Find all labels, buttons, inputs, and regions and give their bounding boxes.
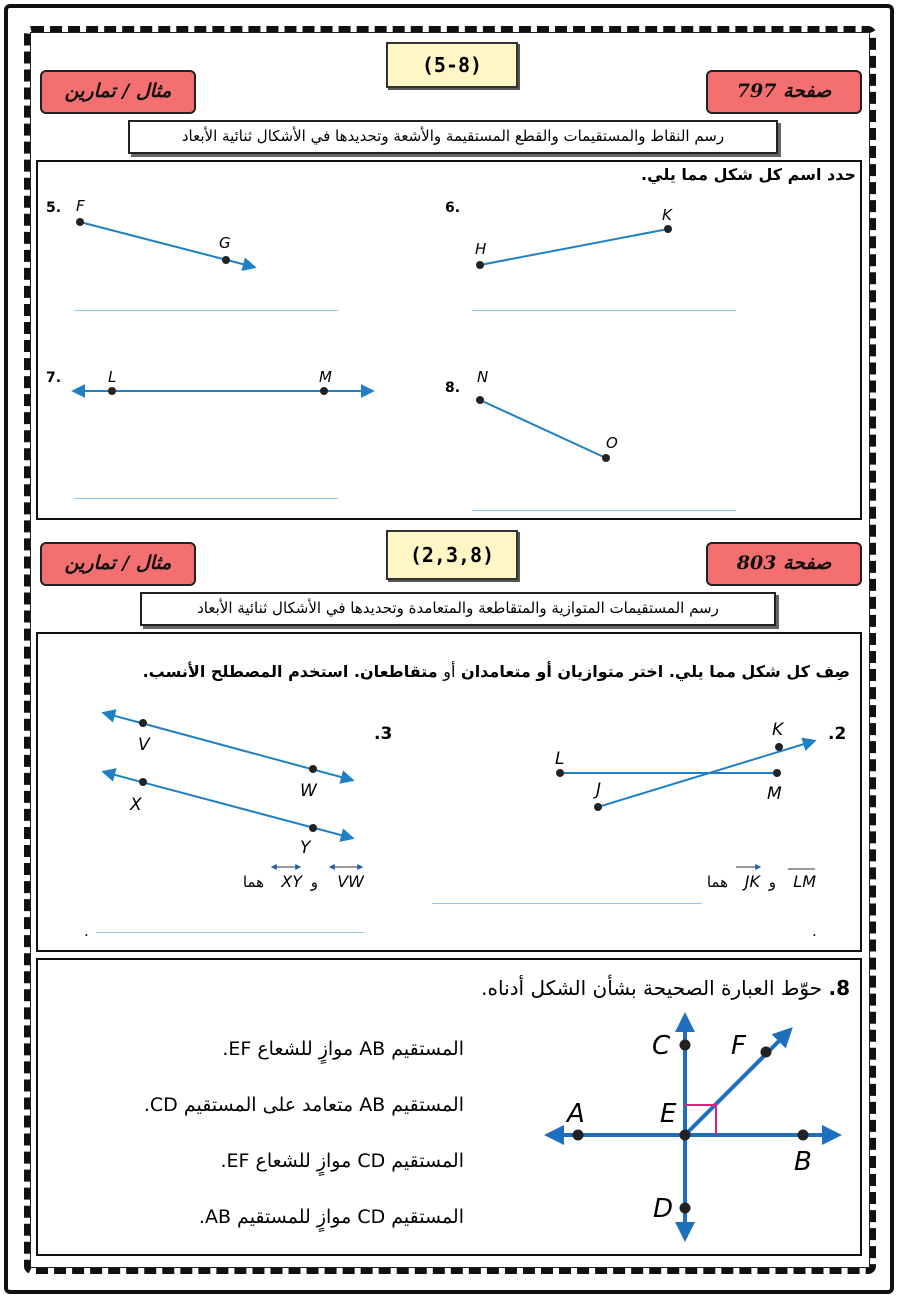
label-x: X	[130, 795, 142, 815]
point-d	[680, 1203, 691, 1214]
example-tag-2: مثال / تمارين	[40, 542, 196, 586]
range-chip-2: (2,3,8)	[386, 530, 518, 580]
name-jk: JK	[744, 872, 760, 891]
label-d: D	[653, 1194, 674, 1224]
problem-3-number: .3	[374, 724, 393, 744]
problem-5-number: 5.	[46, 200, 62, 216]
period-2: .	[812, 922, 817, 940]
instruction-part-b: متقاطعان. استخدم المصطلح الأنسب.	[142, 662, 438, 681]
point-f3	[761, 1047, 772, 1058]
label-l2: L	[555, 749, 565, 769]
page-tag-797: صفحة 797	[706, 70, 862, 114]
are-3: هما	[242, 873, 264, 891]
label-v: V	[138, 735, 150, 755]
label-k2: K	[772, 720, 784, 740]
instruction-part-a: صِف كل شكل مما يلي. اختر متوازيان أو متعامدان	[461, 662, 850, 681]
point-c	[680, 1040, 691, 1051]
problem-7-number: 7.	[46, 370, 62, 386]
label-w: W	[300, 781, 317, 801]
are-2: هما	[706, 873, 728, 891]
label-g: G	[219, 234, 231, 252]
page-tag-803: صفحة 803	[706, 542, 862, 586]
q8-number: 8.	[828, 976, 850, 1000]
label-n: N	[477, 368, 489, 386]
problem-8-number: 8.	[445, 380, 461, 396]
label-o: O	[606, 434, 618, 452]
label-m2: M	[767, 784, 782, 804]
name-xy: XY	[281, 872, 302, 891]
section1-instruction: حدد اسم كل شكل مما يلي.	[641, 165, 856, 184]
statement-4[interactable]: المستقيم CD موازٍ للمستقيم AB.	[198, 1206, 464, 1228]
label-l: L	[108, 368, 117, 386]
problem-2-number: .2	[828, 724, 847, 744]
label-y: Y	[300, 838, 311, 858]
name-vw: VW	[337, 872, 364, 891]
statement-2[interactable]: المستقيم AB متعامد على المستقيم CD.	[143, 1094, 464, 1116]
label-j: J	[596, 780, 602, 800]
label-e: E	[660, 1099, 677, 1129]
statement-3[interactable]: المستقيم CD موازٍ للشعاع EF.	[220, 1150, 464, 1172]
and-3: و	[310, 873, 318, 891]
label-m: M	[319, 368, 332, 386]
instruction-or: أو	[443, 662, 456, 681]
subtitle-2: رسم المستقيمات المتوازية والمتقاطعة والمتعامدة وتحديدها في الأشكال ثنائية الأبعاد	[140, 592, 776, 626]
range-chip-1: (5-8)	[386, 42, 518, 88]
label-b: B	[794, 1147, 812, 1177]
label-h: H	[475, 240, 487, 258]
label-f: F	[76, 197, 85, 215]
problem-6-number: 6.	[445, 200, 461, 216]
label-k: K	[662, 206, 672, 224]
period-3: .	[84, 922, 89, 940]
point-a	[573, 1130, 584, 1141]
point-e	[680, 1130, 691, 1141]
point-b	[798, 1130, 809, 1141]
statement-1[interactable]: المستقيم AB موازٍ للشعاع EF.	[222, 1038, 464, 1060]
example-tag-1: مثال / تمارين	[40, 70, 196, 114]
q8-question: حوّط العبارة الصحيحة بشأن الشكل أدناه.	[481, 976, 823, 1000]
name-lm: LM	[793, 872, 816, 891]
label-f3: F	[731, 1031, 746, 1061]
label-a: A	[567, 1099, 585, 1129]
and-2: و	[768, 873, 776, 891]
label-c: C	[652, 1031, 671, 1061]
subtitle-1: رسم النقاط والمستقيمات والقطع المستقيمة والأشعة وتحديدها في الأشكال ثنائية الأبعاد	[128, 120, 778, 154]
